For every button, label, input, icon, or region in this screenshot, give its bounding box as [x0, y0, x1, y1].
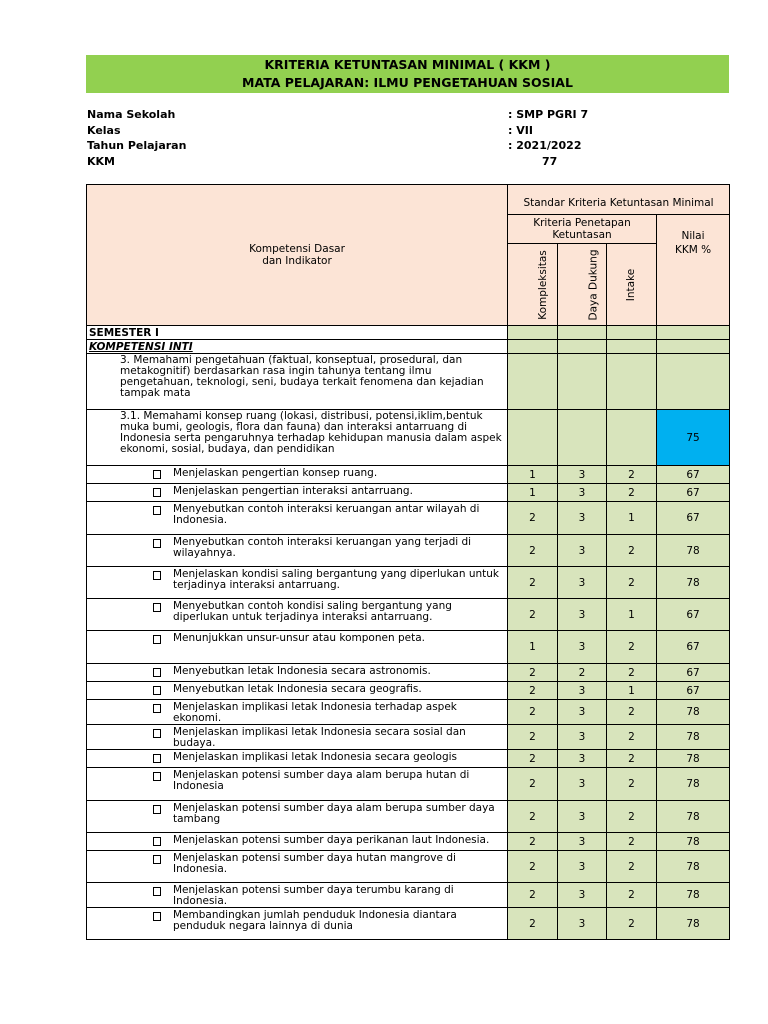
value-i: 2 — [607, 700, 657, 725]
header-daya-dukung — [558, 244, 607, 326]
value-n: 67 — [657, 631, 730, 664]
value-n: 78 — [657, 567, 730, 599]
indicator-cell — [87, 725, 508, 750]
header-kriteria-line1: Kriteria Penetapan — [533, 217, 631, 229]
checkbox-icon — [153, 887, 161, 896]
checkbox-icon — [153, 668, 161, 677]
table-row — [87, 484, 730, 502]
value-k: 1 — [508, 484, 558, 502]
indicator-cell — [87, 567, 508, 599]
table-row — [87, 535, 730, 567]
value-i: 2 — [607, 631, 657, 664]
value-k: 2 — [508, 567, 558, 599]
value-n: 78 — [657, 700, 730, 725]
value-d: 2 — [558, 664, 607, 682]
value-i: 2 — [607, 535, 657, 567]
value-k: 2 — [508, 833, 558, 851]
value-k: 2 — [508, 908, 558, 940]
kompetensi-inti-label: KOMPETENSI INTI — [87, 340, 508, 354]
header-standar: Standar Kriteria Ketuntasan Minimal — [508, 185, 730, 215]
daya-dukung-label: Daya Dukung — [587, 249, 600, 320]
header-kompetensi-dasar — [87, 185, 508, 326]
checkbox-icon — [153, 506, 161, 515]
checkbox-icon — [153, 488, 161, 497]
value-n: 78 — [657, 801, 730, 833]
header-nilai — [657, 215, 730, 326]
info-value: 77 — [542, 155, 558, 168]
indicator-text: Menjelaskan pengertian konsep ruang. — [173, 467, 378, 479]
value-d: 3 — [558, 466, 607, 484]
table-row — [87, 883, 730, 908]
value-n: 67 — [657, 599, 730, 631]
value-n: 78 — [657, 725, 730, 750]
checkbox-icon — [153, 635, 161, 644]
checkbox-icon — [153, 837, 161, 846]
indicator-text: Menyebutkan letak Indonesia secara geografis. — [173, 683, 422, 695]
value-i: 2 — [607, 466, 657, 484]
kkm-table — [86, 184, 730, 940]
value-d: 3 — [558, 801, 607, 833]
value-n: 67 — [657, 664, 730, 682]
table-row — [87, 700, 730, 725]
table-row — [87, 801, 730, 833]
info-value: : VII — [508, 124, 533, 137]
indicator-cell — [87, 682, 508, 700]
value-k: 2 — [508, 682, 558, 700]
value-d: 3 — [558, 908, 607, 940]
table-row — [87, 631, 730, 664]
indicator-cell — [87, 801, 508, 833]
checkbox-icon — [153, 571, 161, 580]
info-value: : SMP PGRI 7 — [508, 108, 589, 121]
value-k: 2 — [508, 664, 558, 682]
value-i: 1 — [607, 682, 657, 700]
value-k: 1 — [508, 631, 558, 664]
checkbox-icon — [153, 704, 161, 713]
checkbox-icon — [153, 729, 161, 738]
value-n: 78 — [657, 750, 730, 768]
title-line-2: MATA PELAJARAN: ILMU PENGETAHUAN SOSIAL — [242, 75, 573, 90]
indicator-cell — [87, 535, 508, 567]
table-row — [87, 567, 730, 599]
value-n: 67 — [657, 502, 730, 535]
value-k: 2 — [508, 883, 558, 908]
indicator-text: Menjelaskan pengertian interaksi antarruang. — [173, 485, 413, 497]
value-d: 3 — [558, 567, 607, 599]
checkbox-icon — [153, 603, 161, 612]
indicator-text: Menjelaskan potensi sumber daya alam berupa sumber daya tambang — [173, 802, 495, 825]
value-k: 2 — [508, 750, 558, 768]
indicator-cell — [87, 599, 508, 631]
value-n: 78 — [657, 883, 730, 908]
indicator-cell — [87, 502, 508, 535]
header-kriteria-line2: Ketuntasan — [552, 229, 612, 241]
checkbox-icon — [153, 470, 161, 479]
indicator-text: Menyebutkan contoh interaksi keruangan antar wilayah di Indonesia. — [173, 503, 480, 526]
value-k: 2 — [508, 851, 558, 883]
checkbox-icon — [153, 539, 161, 548]
indicator-text: Menjelaskan potensi sumber daya alam berupa hutan di Indonesia — [173, 769, 470, 792]
table-row — [87, 466, 730, 484]
indicator-cell — [87, 883, 508, 908]
value-d: 3 — [558, 599, 607, 631]
table-row — [87, 599, 730, 631]
value-i: 2 — [607, 664, 657, 682]
kompleksitas-label: Kompleksitas — [536, 249, 549, 320]
table-row — [87, 833, 730, 851]
value-i: 1 — [607, 502, 657, 535]
indicator-text: Menyebutkan contoh interaksi keruangan yang terjadi di wilayahnya. — [173, 536, 472, 559]
value-n: 78 — [657, 833, 730, 851]
header-nilai-line1: Nilai — [681, 230, 705, 242]
value-k: 2 — [508, 535, 558, 567]
indicator-text: Menjelaskan potensi sumber daya perikanan laut Indonesia. — [173, 834, 490, 846]
table-row — [87, 851, 730, 883]
value-d: 3 — [558, 725, 607, 750]
info-label: Nama Sekolah — [87, 108, 176, 121]
table-row — [87, 768, 730, 801]
value-i: 2 — [607, 801, 657, 833]
header-kd-line2: dan Indikator — [262, 255, 332, 267]
indicator-cell — [87, 631, 508, 664]
table-row — [87, 750, 730, 768]
value-d: 3 — [558, 502, 607, 535]
indicator-text: Menunjukkan unsur-unsur atau komponen peta. — [173, 632, 425, 644]
value-i: 2 — [607, 883, 657, 908]
title-line-1: KRITERIA KETUNTASAN MINIMAL ( KKM ) — [264, 57, 551, 72]
indicator-text: Menjelaskan potensi sumber daya hutan mangrove di Indonesia. — [173, 852, 456, 875]
ki3-text: 3. Memahami pengetahuan (faktual, konseptual, prosedural, dan metakognitif) berdasarkan rasa ingin tahunya tentang ilmu pengetahuan, teknologi, seni, budaya terkait fenomena dan kejadian tampak mata — [87, 354, 508, 410]
value-n: 78 — [657, 908, 730, 940]
checkbox-icon — [153, 772, 161, 781]
value-i: 2 — [607, 725, 657, 750]
kd31-nilai: 75 — [657, 410, 730, 466]
value-d: 3 — [558, 631, 607, 664]
value-d: 3 — [558, 883, 607, 908]
value-k: 2 — [508, 801, 558, 833]
indicator-cell — [87, 466, 508, 484]
indicator-text: Menyebutkan letak Indonesia secara astronomis. — [173, 665, 431, 677]
value-d: 3 — [558, 768, 607, 801]
indicator-text: Menjelaskan implikasi letak Indonesia terhadap aspek ekonomi. — [173, 701, 457, 724]
value-n: 67 — [657, 466, 730, 484]
indicator-cell — [87, 833, 508, 851]
table-row — [87, 682, 730, 700]
value-i: 2 — [607, 833, 657, 851]
info-label: KKM — [87, 155, 115, 168]
value-n: 78 — [657, 768, 730, 801]
checkbox-icon — [153, 855, 161, 864]
value-d: 3 — [558, 851, 607, 883]
value-k: 1 — [508, 466, 558, 484]
indicator-text: Membandingkan jumlah penduduk Indonesia diantara penduduk negara lainnya di dunia — [173, 909, 457, 932]
header-kriteria — [508, 215, 657, 244]
value-i: 2 — [607, 567, 657, 599]
indicator-cell — [87, 908, 508, 940]
value-n: 67 — [657, 682, 730, 700]
value-n: 67 — [657, 484, 730, 502]
info-label: Tahun Pelajaran — [87, 139, 187, 152]
value-k: 2 — [508, 502, 558, 535]
value-n: 78 — [657, 851, 730, 883]
value-i: 2 — [607, 750, 657, 768]
value-n: 78 — [657, 535, 730, 567]
semester-label: SEMESTER I — [87, 326, 508, 340]
kd31-text: 3.1. Memahami konsep ruang (lokasi, distribusi, potensi,iklim,bentuk muka bumi, geologis, flora dan fauna) dan interaksi antarruang di Indonesia serta pengaruhnya terhadap kehidupan manusia dalam aspek ekonomi, sosial, budaya, dan pendidikan — [87, 410, 508, 466]
value-d: 3 — [558, 833, 607, 851]
indicator-cell — [87, 750, 508, 768]
value-d: 3 — [558, 484, 607, 502]
table-row — [87, 725, 730, 750]
value-k: 2 — [508, 768, 558, 801]
header-nilai-line2: KKM % — [674, 244, 712, 256]
header-intake — [607, 244, 657, 326]
info-label: Kelas — [87, 124, 121, 137]
checkbox-icon — [153, 805, 161, 814]
indicator-text: Menjelaskan implikasi letak Indonesia secara geologis — [173, 751, 458, 763]
table-row — [87, 908, 730, 940]
table-row — [87, 664, 730, 682]
indicator-text: Menjelaskan implikasi letak Indonesia secara sosial dan budaya. — [173, 726, 466, 749]
checkbox-icon — [153, 754, 161, 763]
value-d: 3 — [558, 700, 607, 725]
value-i: 2 — [607, 851, 657, 883]
indicator-text: Menjelaskan kondisi saling bergantung yang diperlukan untuk terjadinya interaksi antarruang. — [173, 568, 500, 591]
checkbox-icon — [153, 686, 161, 695]
indicator-cell — [87, 851, 508, 883]
indicator-cell — [87, 664, 508, 682]
value-i: 1 — [607, 599, 657, 631]
info-value: : 2021/2022 — [508, 139, 582, 152]
value-k: 2 — [508, 700, 558, 725]
indicator-text: Menjelaskan potensi sumber daya terumbu karang di Indonesia. — [173, 884, 454, 907]
value-d: 3 — [558, 750, 607, 768]
indicator-text: Menyebutkan contoh kondisi saling bergantung yang diperlukan untuk terjadinya interaksi antarruang. — [173, 600, 452, 623]
intake-label: Intake — [625, 268, 638, 301]
table-row — [87, 502, 730, 535]
value-k: 2 — [508, 725, 558, 750]
value-i: 2 — [607, 908, 657, 940]
indicator-cell — [87, 484, 508, 502]
checkbox-icon — [153, 912, 161, 921]
value-d: 3 — [558, 535, 607, 567]
indicator-cell — [87, 768, 508, 801]
header-kd-line1: Kompetensi Dasar — [249, 243, 345, 255]
indicator-cell — [87, 700, 508, 725]
value-i: 2 — [607, 768, 657, 801]
document-title — [86, 55, 729, 93]
value-i: 2 — [607, 484, 657, 502]
value-d: 3 — [558, 682, 607, 700]
value-k: 2 — [508, 599, 558, 631]
header-kompleksitas — [508, 244, 558, 326]
